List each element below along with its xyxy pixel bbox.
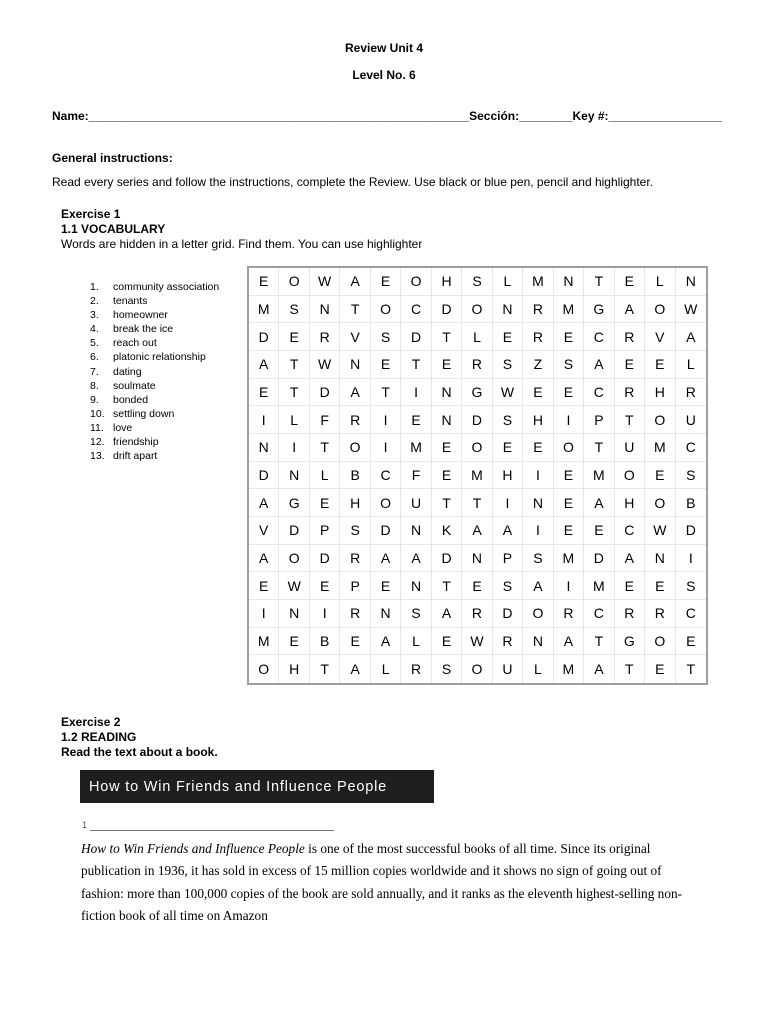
word-text: homeowner bbox=[113, 309, 168, 322]
word-text: break the ice bbox=[113, 323, 174, 336]
word-list-item bbox=[90, 393, 219, 407]
grid-letter: M bbox=[462, 462, 492, 490]
grid-letter: E bbox=[310, 489, 340, 517]
grid-letter: A bbox=[401, 545, 431, 573]
word-list-item bbox=[90, 407, 219, 421]
grid-letter: L bbox=[310, 462, 340, 490]
grid-letter: A bbox=[249, 489, 279, 517]
grid-letter: R bbox=[401, 655, 431, 683]
grid-letter: L bbox=[676, 351, 706, 379]
grid-letter: O bbox=[462, 655, 492, 683]
grid-letter: N bbox=[310, 296, 340, 324]
grid-letter: P bbox=[340, 572, 370, 600]
grid-letter: E bbox=[676, 628, 706, 656]
word-text: reach out bbox=[113, 337, 157, 350]
document-title: Review Unit 4 bbox=[344, 41, 424, 55]
grid-letter: T bbox=[686, 661, 696, 678]
exercise-2-header bbox=[61, 715, 218, 760]
grid-letter: D bbox=[279, 517, 309, 545]
word-list-item bbox=[90, 350, 219, 364]
grid-letter: T bbox=[432, 323, 462, 351]
level-label: Level No. 6 bbox=[352, 68, 416, 82]
word-text: settling down bbox=[113, 407, 175, 420]
grid-letter: I bbox=[493, 489, 523, 517]
grid-letter: I bbox=[401, 379, 431, 407]
grid-letter: I bbox=[554, 572, 584, 600]
grid-letter: E bbox=[523, 434, 553, 462]
grid-letter: S bbox=[676, 462, 706, 490]
grid-letter: G bbox=[584, 296, 614, 324]
grid-letter: R bbox=[340, 600, 370, 628]
grid-letter: O bbox=[462, 434, 492, 462]
word-list-item bbox=[90, 294, 219, 308]
grid-letter: R bbox=[493, 628, 523, 656]
grid-letter: A bbox=[249, 545, 279, 573]
grid-letter: N bbox=[401, 517, 431, 545]
grid-letter: N bbox=[279, 462, 309, 490]
grid-letter: E bbox=[249, 268, 279, 296]
grid-letter: V bbox=[249, 517, 279, 545]
grid-letter: E bbox=[432, 351, 462, 379]
word-text: dating bbox=[113, 365, 142, 378]
grid-letter: A bbox=[554, 628, 584, 656]
grid-letter: U bbox=[493, 655, 523, 683]
grid-letter: R bbox=[554, 600, 584, 628]
reading-prompt: Read the text about a book. bbox=[61, 745, 218, 759]
grid-letter: H bbox=[432, 268, 462, 296]
grid-letter: W bbox=[279, 572, 309, 600]
grid-letter: A bbox=[462, 517, 492, 545]
grid-letter: C bbox=[615, 517, 645, 545]
grid-letter: H bbox=[523, 406, 553, 434]
grid-letter: I bbox=[523, 462, 553, 490]
grid-letter: S bbox=[371, 323, 401, 351]
grid-letter: R bbox=[615, 323, 645, 351]
grid-letter: D bbox=[401, 323, 431, 351]
grid-letter: H bbox=[493, 462, 523, 490]
grid-letter: I bbox=[523, 517, 553, 545]
word-number: 7. bbox=[90, 365, 99, 378]
reading-paragraph bbox=[81, 838, 701, 928]
grid-letter: E bbox=[340, 628, 370, 656]
word-text: drift apart bbox=[113, 450, 158, 463]
grid-letter: D bbox=[310, 379, 340, 407]
grid-letter: W bbox=[310, 351, 340, 379]
word-search-grid bbox=[247, 266, 708, 685]
grid-letter: P bbox=[310, 517, 340, 545]
grid-letter: N bbox=[676, 268, 706, 296]
grid-letter: D bbox=[432, 296, 462, 324]
grid-letter: N bbox=[340, 351, 370, 379]
grid-letter: E bbox=[310, 572, 340, 600]
grid-letter: O bbox=[279, 545, 309, 573]
grid-letter: N bbox=[279, 600, 309, 628]
grid-letter: O bbox=[645, 296, 675, 324]
word-list-item bbox=[90, 308, 219, 322]
grid-letter: O bbox=[249, 655, 279, 683]
grid-letter: R bbox=[645, 600, 675, 628]
grid-letter: O bbox=[523, 600, 553, 628]
grid-letter: C bbox=[584, 600, 614, 628]
grid-letter: K bbox=[432, 517, 462, 545]
footnote-marker: 1 bbox=[82, 820, 88, 830]
grid-letter: E bbox=[249, 572, 279, 600]
grid-letter: A bbox=[493, 517, 523, 545]
grid-letter: A bbox=[371, 545, 401, 573]
grid-letter: G bbox=[615, 628, 645, 656]
grid-letter: B bbox=[340, 462, 370, 490]
grid-letter: E bbox=[554, 517, 584, 545]
grid-letter: A bbox=[584, 351, 614, 379]
grid-letter: I bbox=[279, 434, 309, 462]
grid-letter: G bbox=[462, 379, 492, 407]
grid-letter: T bbox=[279, 379, 309, 407]
grid-letter: M bbox=[249, 296, 279, 324]
word-number: 5. bbox=[90, 337, 99, 350]
grid-letter: T bbox=[462, 489, 492, 517]
grid-letter: O bbox=[615, 462, 645, 490]
word-number: 3. bbox=[90, 309, 99, 322]
grid-letter: P bbox=[493, 545, 523, 573]
grid-letter: T bbox=[371, 379, 401, 407]
word-number: 2. bbox=[90, 295, 99, 308]
word-number: 11. bbox=[90, 421, 104, 434]
grid-letter: M bbox=[554, 655, 584, 683]
grid-letter: R bbox=[462, 351, 492, 379]
grid-letter: T bbox=[584, 628, 614, 656]
grid-letter: L bbox=[462, 323, 492, 351]
exercise-1-label: Exercise 1 bbox=[61, 207, 121, 221]
grid-letter: M bbox=[249, 628, 279, 656]
grid-letter: E bbox=[432, 434, 462, 462]
grid-letter: M bbox=[645, 434, 675, 462]
grid-letter: A bbox=[676, 323, 706, 351]
grid-letter: L bbox=[371, 655, 401, 683]
word-text: tenants bbox=[113, 295, 148, 308]
word-number: 13. bbox=[90, 450, 105, 463]
word-list-item bbox=[90, 280, 219, 294]
grid-letter: N bbox=[523, 489, 553, 517]
grid-letter: U bbox=[615, 434, 645, 462]
grid-letter: O bbox=[645, 406, 675, 434]
word-list-item bbox=[90, 449, 219, 463]
grid-letter: T bbox=[615, 655, 645, 683]
grid-letter: I bbox=[249, 600, 279, 628]
grid-letter: S bbox=[432, 655, 462, 683]
exercise-2-label: Exercise 2 bbox=[61, 715, 121, 729]
grid-letter: I bbox=[371, 406, 401, 434]
grid-letter: E bbox=[615, 268, 645, 296]
grid-letter: S bbox=[340, 517, 370, 545]
grid-letter: W bbox=[462, 628, 492, 656]
grid-letter: L bbox=[279, 406, 309, 434]
grid-letter: D bbox=[310, 545, 340, 573]
grid-letter: N bbox=[432, 379, 462, 407]
grid-letter: H bbox=[615, 489, 645, 517]
grid-letter: E bbox=[554, 379, 584, 407]
reading-section-title: 1.2 READING bbox=[61, 730, 137, 744]
grid-letter: D bbox=[676, 517, 706, 545]
grid-letter: D bbox=[432, 545, 462, 573]
grid-letter: N bbox=[645, 545, 675, 573]
grid-letter: R bbox=[462, 600, 492, 628]
grid-letter: O bbox=[279, 268, 309, 296]
grid-letter: V bbox=[645, 323, 675, 351]
grid-letter: A bbox=[523, 572, 553, 600]
grid-letter: L bbox=[645, 268, 675, 296]
book-title-italic: How to Win Friends and Influence People bbox=[81, 841, 305, 856]
instructions-heading: General instructions: bbox=[52, 151, 173, 165]
grid-letter: A bbox=[432, 600, 462, 628]
grid-letter: A bbox=[584, 489, 614, 517]
grid-letter: R bbox=[615, 379, 645, 407]
grid-letter: C bbox=[584, 379, 614, 407]
grid-letter: N bbox=[554, 268, 584, 296]
grid-letter: O bbox=[371, 296, 401, 324]
grid-letter: H bbox=[279, 655, 309, 683]
grid-letter: T bbox=[310, 655, 340, 683]
grid-letter: U bbox=[401, 489, 431, 517]
grid-letter: M bbox=[584, 462, 614, 490]
grid-letter: E bbox=[493, 323, 523, 351]
grid-letter: O bbox=[645, 489, 675, 517]
grid-letter: E bbox=[645, 572, 675, 600]
word-list-item bbox=[90, 421, 219, 435]
grid-letter: O bbox=[340, 434, 370, 462]
grid-letter: C bbox=[401, 296, 431, 324]
grid-letter: W bbox=[493, 379, 523, 407]
grid-letter: A bbox=[371, 628, 401, 656]
grid-letter: A bbox=[340, 379, 370, 407]
grid-letter: S bbox=[279, 296, 309, 324]
grid-letter: E bbox=[371, 268, 401, 296]
grid-letter: S bbox=[493, 351, 523, 379]
grid-letter: E bbox=[523, 379, 553, 407]
grid-letter: D bbox=[249, 462, 279, 490]
vocabulary-prompt: Words are hidden in a letter grid. Find them. You can use highlighter bbox=[61, 237, 423, 251]
grid-letter: V bbox=[340, 323, 370, 351]
reading-paragraph-text: is one of the most successful books of all time. Since its original publication in 1936, it has sold in excess of 15 million copies worldwide and it shows no sign of going out of fashion: more than 100,000 copies of the book are sold annually, and it ranks as the eleventh highest-selling non-fiction book of all time on Amazon bbox=[81, 841, 683, 924]
grid-letter: F bbox=[401, 462, 431, 490]
grid-letter: T bbox=[615, 406, 645, 434]
grid-letter: N bbox=[432, 406, 462, 434]
grid-letter: E bbox=[401, 406, 431, 434]
grid-letter: E bbox=[615, 572, 645, 600]
grid-letter: E bbox=[584, 517, 614, 545]
grid-letter: E bbox=[645, 351, 675, 379]
grid-letter: M bbox=[554, 296, 584, 324]
word-number: 8. bbox=[90, 379, 99, 392]
grid-letter: R bbox=[523, 296, 553, 324]
grid-letter: S bbox=[676, 572, 706, 600]
grid-letter: S bbox=[523, 545, 553, 573]
grid-letter: B bbox=[676, 489, 706, 517]
grid-letter: L bbox=[523, 655, 553, 683]
grid-letter: E bbox=[279, 323, 309, 351]
grid-letter: R bbox=[523, 323, 553, 351]
grid-letter: E bbox=[554, 489, 584, 517]
grid-letter: M bbox=[401, 434, 431, 462]
grid-letter: S bbox=[462, 268, 492, 296]
grid-letter: T bbox=[401, 351, 431, 379]
grid-letter: E bbox=[279, 628, 309, 656]
grid-letter: D bbox=[249, 323, 279, 351]
grid-letter: E bbox=[432, 462, 462, 490]
grid-letter: D bbox=[584, 545, 614, 573]
grid-letter: O bbox=[462, 296, 492, 324]
grid-letter: T bbox=[432, 489, 462, 517]
grid-letter: R bbox=[615, 600, 645, 628]
vocabulary-section-title: 1.1 VOCABULARY bbox=[61, 222, 166, 236]
grid-letter: M bbox=[554, 545, 584, 573]
grid-letter: U bbox=[676, 406, 706, 434]
instructions-text: Read every series and follow the instructions, complete the Review. Use black or blue pen, pencil and highlighter. bbox=[52, 175, 654, 189]
grid-letter: O bbox=[401, 268, 431, 296]
word-number: 4. bbox=[90, 323, 99, 336]
grid-letter: D bbox=[493, 600, 523, 628]
grid-letter: I bbox=[554, 406, 584, 434]
grid-letter: E bbox=[554, 323, 584, 351]
grid-letter: M bbox=[584, 572, 614, 600]
grid-letter: D bbox=[462, 406, 492, 434]
grid-letter: E bbox=[371, 351, 401, 379]
grid-letter: R bbox=[676, 379, 706, 407]
grid-letter: T bbox=[584, 268, 614, 296]
grid-letter: E bbox=[645, 655, 675, 683]
grid-letter: I bbox=[676, 545, 706, 573]
grid-letter: L bbox=[401, 628, 431, 656]
grid-letter: C bbox=[371, 462, 401, 490]
grid-letter: N bbox=[249, 434, 279, 462]
grid-letter: T bbox=[432, 572, 462, 600]
grid-letter: E bbox=[615, 351, 645, 379]
word-number: 12. bbox=[90, 436, 105, 449]
grid-letter: H bbox=[645, 379, 675, 407]
word-text: bonded bbox=[113, 393, 149, 406]
grid-letter: C bbox=[676, 600, 706, 628]
grid-letter: H bbox=[340, 489, 370, 517]
grid-letter: N bbox=[523, 628, 553, 656]
grid-letter: L bbox=[493, 268, 523, 296]
grid-letter: P bbox=[584, 406, 614, 434]
word-text: community association bbox=[113, 281, 220, 293]
grid-letter: I bbox=[249, 406, 279, 434]
grid-letter: I bbox=[371, 434, 401, 462]
grid-letter: B bbox=[310, 628, 340, 656]
grid-letter: C bbox=[584, 323, 614, 351]
grid-letter: E bbox=[645, 462, 675, 490]
grid-letter: E bbox=[554, 462, 584, 490]
grid-letter: S bbox=[493, 572, 523, 600]
grid-letter: T bbox=[279, 351, 309, 379]
grid-letter: E bbox=[493, 434, 523, 462]
grid-letter: W bbox=[645, 517, 675, 545]
grid-letter: O bbox=[645, 628, 675, 656]
word-number: 1. bbox=[90, 281, 99, 293]
grid-letter: R bbox=[340, 545, 370, 573]
grid-letter: N bbox=[462, 545, 492, 573]
grid-letter: O bbox=[371, 489, 401, 517]
footnote-line bbox=[90, 830, 334, 831]
grid-letter: G bbox=[279, 489, 309, 517]
word-text: friendship bbox=[113, 436, 159, 449]
grid-letter: O bbox=[554, 434, 584, 462]
grid-letter: A bbox=[340, 655, 370, 683]
grid-letter: M bbox=[523, 268, 553, 296]
grid-letter: S bbox=[401, 600, 431, 628]
grid-letter: N bbox=[401, 572, 431, 600]
grid-letter: R bbox=[340, 406, 370, 434]
grid-letter: S bbox=[554, 351, 584, 379]
word-list bbox=[90, 280, 219, 463]
grid-letter: E bbox=[462, 572, 492, 600]
grid-letter: W bbox=[676, 296, 706, 324]
grid-letter: N bbox=[493, 296, 523, 324]
grid-letter: D bbox=[371, 517, 401, 545]
exercise-1-header bbox=[61, 207, 422, 252]
word-text: platonic relationship bbox=[113, 351, 206, 364]
grid-letter: E bbox=[249, 379, 279, 407]
grid-letter: N bbox=[371, 600, 401, 628]
word-list-item bbox=[90, 379, 219, 393]
grid-letter: A bbox=[615, 545, 645, 573]
grid-letter: A bbox=[249, 351, 279, 379]
word-text: soulmate bbox=[113, 379, 156, 392]
grid-letter: I bbox=[310, 600, 340, 628]
book-title-banner: How to Win Friends and Influence People bbox=[80, 770, 434, 803]
word-list-item bbox=[90, 322, 219, 336]
name-section-key-row: Name:_________________________________________________________Sección:________Key #:_________________ bbox=[52, 109, 722, 123]
grid-letter: R bbox=[310, 323, 340, 351]
grid-letter: C bbox=[676, 434, 706, 462]
grid-letter: T bbox=[310, 434, 340, 462]
grid-letter: Z bbox=[523, 351, 553, 379]
grid-letter: T bbox=[584, 434, 614, 462]
grid-letter: T bbox=[340, 296, 370, 324]
word-number: 6. bbox=[90, 351, 99, 364]
grid-letter: E bbox=[432, 628, 462, 656]
grid-letter: W bbox=[310, 268, 340, 296]
word-list-item bbox=[90, 435, 219, 449]
grid-letter: A bbox=[615, 296, 645, 324]
word-number: 10. bbox=[90, 407, 105, 420]
word-number: 9. bbox=[90, 393, 99, 406]
word-text: love bbox=[113, 421, 133, 434]
grid-letter: A bbox=[584, 655, 614, 683]
grid-letter: S bbox=[493, 406, 523, 434]
grid-letter: E bbox=[371, 572, 401, 600]
word-list-item bbox=[90, 336, 219, 350]
word-list-item bbox=[90, 365, 219, 379]
grid-letter: A bbox=[340, 268, 370, 296]
grid-letter: F bbox=[310, 406, 340, 434]
